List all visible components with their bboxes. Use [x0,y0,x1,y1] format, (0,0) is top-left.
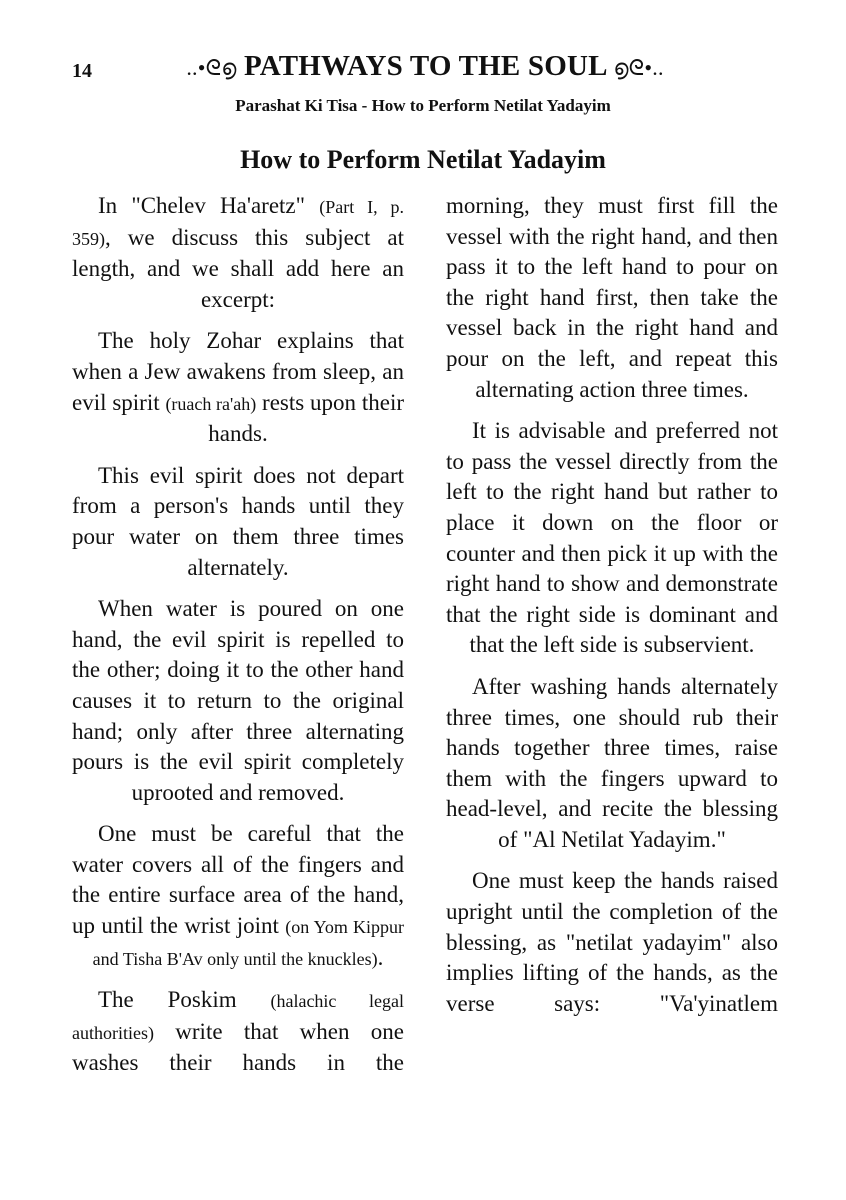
citation: (Part I, p. 359) [72,197,404,249]
running-header [130,50,720,83]
book-title: PATHWAYS TO THE SOUL [243,50,607,82]
term: (halachic legal authorities) [72,991,404,1043]
text: write that when one washes their hands in the [72,1018,404,1076]
paragraph: morning, they must first fill the vessel with the right hand, and then pass it to the left hand to pour on the right hand first, then take the vessel back in the right hand and pour on the left, and repeat this alternating action three times. [446,193,778,402]
article-title: How to Perform Netilat Yadayim [240,145,606,174]
paragraph: When water is poured on one hand, the evil spirit is repelled to the other; doing it to the other hand causes it to return to the original hand; only after three alternating pours is the evil spirit completely uprooted and removed. [72,596,404,805]
paragraph [72,985,404,1079]
paragraph [72,191,404,315]
page-number: 14 [72,60,92,82]
text: One must be careful that the water covers all of the fingers and the entire surface area of the hand, up until the wrist joint [72,821,404,939]
text: The holy Zohar explains that when a Jew awakens from sleep, an evil spirit [72,328,404,415]
text: , we discuss this subject at length, and we shall add here an excerpt: [72,224,404,312]
paragraph: This evil spirit does not depart from a person's hands until they pour water on them three times alternately. [72,462,404,580]
term: (ruach ra'ah) [165,393,257,414]
paragraph: It is advisable and preferred not to pass the vessel directly from the left to the right hand but rather to place it down on the floor or counter and then pick it up with the right hand to show and demonstrate that the right side is dominant and that the left side is subservient. [446,418,778,658]
ornament-left-icon: ..•ᘓ൭ [186,55,237,80]
text: In "Chelev Ha'aretz" [98,193,320,218]
text: rests upon their hands. [208,389,404,447]
text: . [377,944,384,970]
left-column [72,191,404,1090]
note: (on Yom Kippur and Tisha B'Av only until the knuckles) [92,917,404,969]
chapter-subtitle: Parashat Ki Tisa - How to Perform Netilat Yadayim [235,96,611,115]
ornament-right-icon: ൭ᘓ•.. [613,55,664,80]
text: The Poskim [98,987,271,1013]
paragraph: One must keep the hands raised upright until the completion of the blessing, as "netilat yadayim" also implies lifting of the hands, as the verse says: "Va'yinatlem [446,868,778,1016]
paragraph: After washing hands alternately three times, one should rub their hands together three times, raise them with the fingers upward to head-level, and recite the blessing of "Al Netilat Yadayim." [446,673,778,852]
paragraph [72,819,404,974]
right-column [446,191,778,1030]
paragraph [72,326,404,449]
